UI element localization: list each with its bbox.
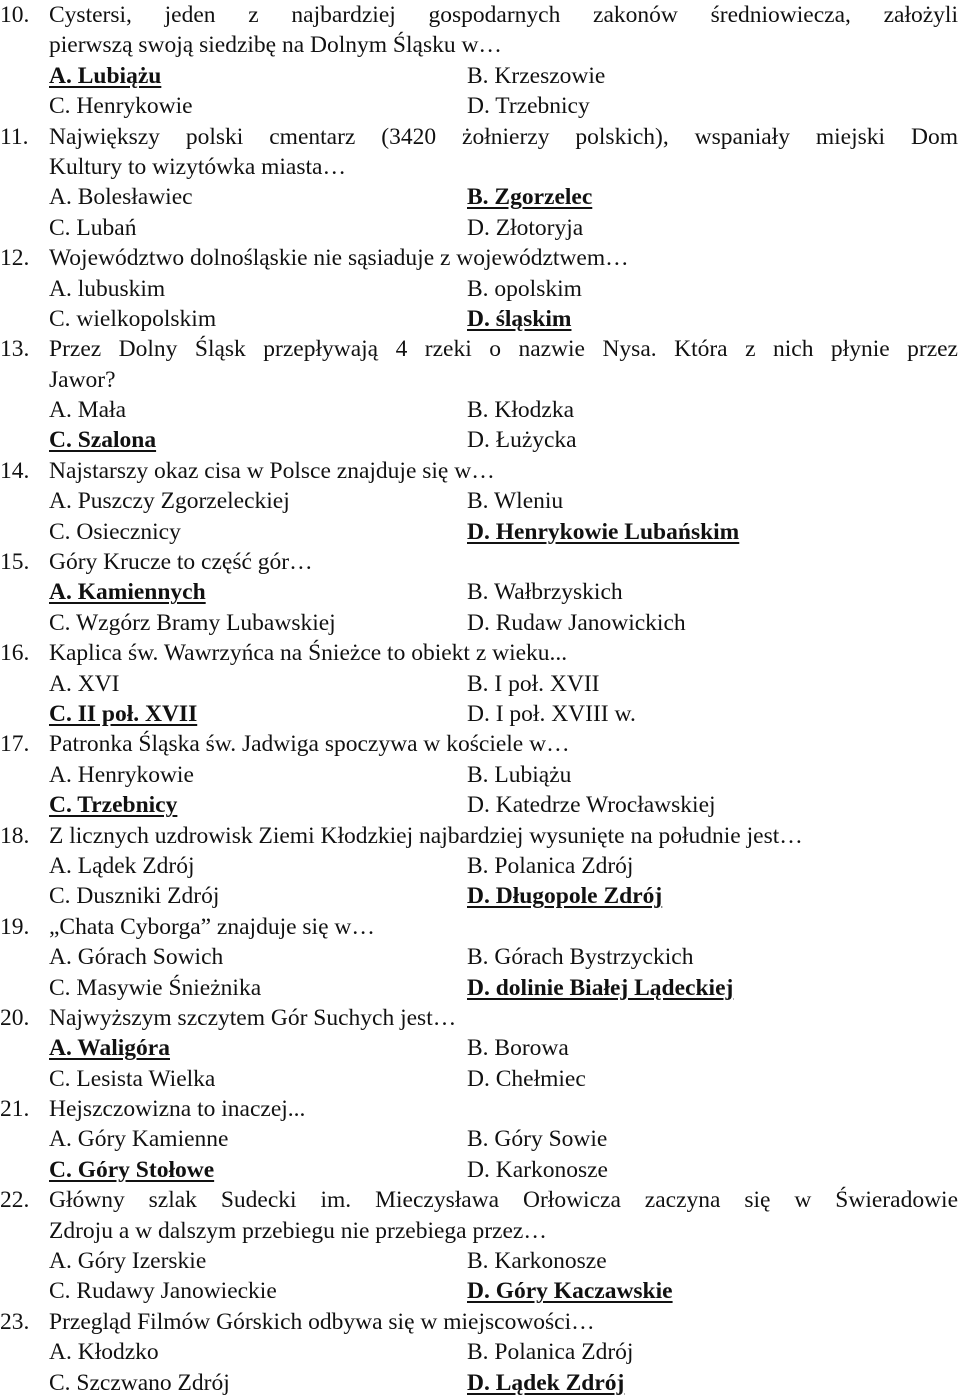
options-row (0, 699, 960, 729)
answer-option-c-correct: C. Trzebnicy (49, 792, 178, 819)
options-row (0, 182, 960, 212)
options-row (0, 1246, 960, 1276)
answer-option-d-correct: D. Henrykowie Lubańskim (467, 518, 740, 545)
answer-option-c: C. Masywie Śnieżnika (49, 974, 262, 1001)
answer-option-d: D. Złotoryja (467, 214, 584, 241)
options-row (0, 1033, 960, 1063)
answer-option-d-correct: D. śląskim (467, 305, 572, 332)
options-row (0, 61, 960, 91)
question-text: Kultury to wizytówka miasta… (49, 153, 346, 180)
question-number: 17. (0, 731, 30, 758)
options-row (0, 213, 960, 243)
question-number: 11. (0, 123, 29, 150)
answer-option-a-correct: A. Lubiążu (49, 62, 162, 89)
question-text: Najstarszy okaz cisa w Polsce znajduje się w… (49, 457, 495, 484)
question-text: Województwo dolnośląskie nie sąsiaduje z województwem… (49, 245, 629, 272)
answer-option-b: B. Polanica Zdrój (467, 852, 634, 879)
answer-option-a: A. Lądek Zdrój (49, 852, 195, 879)
question-item (0, 912, 960, 1003)
options-row (0, 425, 960, 455)
question-text: Główny szlak Sudecki im. Mieczysława Orłowicza zaczyna się w Świeradowie (49, 1187, 958, 1214)
question-line (0, 456, 960, 486)
options-row (0, 881, 960, 911)
answer-option-d-correct: D. dolinie Białej Lądeckiej (467, 974, 734, 1001)
question-number: 13. (0, 336, 30, 363)
options-row (0, 1368, 960, 1398)
options-row (0, 304, 960, 334)
question-text: Przegląd Filmów Górskich odbywa się w miejscowości… (49, 1308, 595, 1335)
question-line (0, 0, 960, 30)
answer-option-b-correct: B. Zgorzelec (467, 184, 593, 211)
options-row (0, 486, 960, 516)
question-line (0, 30, 960, 60)
question-item (0, 638, 960, 729)
question-text: Hejszczowizna to inaczej... (49, 1096, 306, 1123)
answer-option-a-correct: A. Waligóra (49, 1035, 170, 1062)
options-row (0, 760, 960, 790)
question-number: 22. (0, 1187, 30, 1214)
question-line (0, 1185, 960, 1215)
answer-option-d: D. Rudaw Janowickich (467, 609, 686, 636)
answer-option-a: A. Mała (49, 397, 127, 424)
answer-option-a: A. Góry Kamienne (49, 1126, 229, 1153)
answer-option-b: B. I poł. XVII (467, 670, 600, 697)
answer-option-c: C. Henrykowie (49, 93, 193, 120)
answer-option-a: A. Kłodzko (49, 1339, 159, 1366)
answer-option-b: B. Górach Bystrzyckich (467, 944, 694, 971)
answer-option-a: A. XVI (49, 670, 120, 697)
question-number: 10. (0, 2, 30, 28)
answer-option-d-correct: D. Lądek Zdrój (467, 1369, 625, 1396)
question-text: Cystersi, jeden z najbardziej gospodarnych zakonów średniowiecza, założyli (49, 2, 958, 28)
answer-option-c-correct: C. Szalona (49, 427, 157, 454)
question-text: Z licznych uzdrowisk Ziemi Kłodzkiej najbardziej wysunięte na południe jest… (49, 822, 803, 849)
answer-option-d: D. I poł. XVIII w. (467, 700, 636, 727)
answer-option-b: B. Wleniu (467, 488, 564, 515)
answer-option-b: B. Krzeszowie (467, 62, 606, 89)
answer-option-b: B. Kłodzka (467, 397, 575, 424)
answer-option-a: A. Górach Sowich (49, 944, 224, 971)
answer-option-c: C. Lubań (49, 214, 137, 241)
question-number: 16. (0, 640, 30, 667)
options-row (0, 91, 960, 121)
answer-option-b: B. Karkonosze (467, 1248, 607, 1275)
question-number: 19. (0, 913, 30, 940)
question-text: pierwszą swoją siedzibę na Dolnym Śląsku w… (49, 32, 502, 59)
question-line (0, 365, 960, 395)
question-item (0, 821, 960, 912)
question-text: „Chata Cyborga” znajduje się w… (49, 913, 375, 940)
options-row (0, 517, 960, 547)
options-row (0, 790, 960, 820)
options-row (0, 577, 960, 607)
options-row (0, 942, 960, 972)
answer-option-a: A. Bolesławiec (49, 184, 193, 211)
options-row (0, 608, 960, 638)
answer-option-c-correct: C. Góry Stołowe (49, 1156, 215, 1183)
question-item (0, 0, 960, 122)
answer-option-d: D. Łużycka (467, 427, 577, 454)
answer-option-a: A. Góry Izerskie (49, 1248, 207, 1275)
answer-option-a-correct: A. Kamiennych (49, 579, 206, 606)
options-row (0, 395, 960, 425)
question-line (0, 821, 960, 851)
question-number: 23. (0, 1308, 30, 1335)
question-line (0, 1094, 960, 1124)
question-text: Jawor? (49, 366, 116, 393)
question-line (0, 152, 960, 182)
question-text: Zdroju a w dalszym przebiegu nie przebiega przez… (49, 1217, 547, 1244)
answer-option-a: A. Puszczy Zgorzeleckiej (49, 488, 290, 515)
options-row (0, 1064, 960, 1094)
question-number: 20. (0, 1004, 30, 1031)
answer-option-d-correct: D. Długopole Zdrój (467, 883, 663, 910)
question-line (0, 638, 960, 668)
question-text: Patronka Śląska św. Jadwiga spoczywa w kościele w… (49, 731, 570, 758)
options-row (0, 973, 960, 1003)
question-text: Góry Krucze to część gór… (49, 549, 313, 576)
question-line (0, 547, 960, 577)
answer-option-d: D. Chełmiec (467, 1065, 586, 1092)
options-row (0, 274, 960, 304)
options-row (0, 1337, 960, 1367)
question-item (0, 243, 960, 334)
answer-option-c-correct: C. II poł. XVII (49, 700, 198, 727)
answer-option-d: D. Trzebnicy (467, 93, 590, 120)
options-row (0, 851, 960, 881)
answer-option-d: D. Karkonosze (467, 1156, 608, 1183)
question-number: 12. (0, 245, 30, 272)
question-text: Największy polski cmentarz (3420 żołnierzy polskich), wspaniały miejski Dom (49, 123, 958, 150)
answer-option-c: C. Szczwano Zdrój (49, 1369, 230, 1396)
options-row (0, 1124, 960, 1154)
question-item (0, 456, 960, 547)
answer-option-c: C. wielkopolskim (49, 305, 217, 332)
question-item (0, 1003, 960, 1094)
answer-option-c: C. Duszniki Zdrój (49, 883, 220, 910)
question-number: 14. (0, 457, 30, 484)
answer-option-b: B. Wałbrzyskich (467, 579, 623, 606)
options-row (0, 669, 960, 699)
answer-option-b: B. Borowa (467, 1035, 569, 1062)
question-item (0, 1307, 960, 1398)
answer-option-c: C. Wzgórz Bramy Lubawskiej (49, 609, 336, 636)
answer-option-b: B. Polanica Zdrój (467, 1339, 634, 1366)
question-number: 15. (0, 549, 30, 576)
question-item (0, 1185, 960, 1307)
question-line (0, 243, 960, 273)
question-line (0, 912, 960, 942)
question-item (0, 547, 960, 638)
question-item (0, 1094, 960, 1185)
question-item (0, 122, 960, 244)
question-item (0, 729, 960, 820)
answer-option-c: C. Lesista Wielka (49, 1065, 216, 1092)
answer-option-a: A. Henrykowie (49, 761, 194, 788)
answer-option-d: D. Katedrze Wrocławskiej (467, 792, 716, 819)
answer-option-b: B. Góry Sowie (467, 1126, 608, 1153)
answer-option-d-correct: D. Góry Kaczawskie (467, 1278, 673, 1305)
question-line (0, 334, 960, 364)
question-line (0, 122, 960, 152)
question-line (0, 729, 960, 759)
answer-option-c: C. Rudawy Janowieckie (49, 1278, 277, 1305)
question-text: Kaplica św. Wawrzyńca na Śnieżce to obiekt z wieku... (49, 640, 568, 667)
answer-option-b: B. Lubiążu (467, 761, 572, 788)
question-item (0, 334, 960, 456)
question-number: 18. (0, 822, 30, 849)
question-line (0, 1216, 960, 1246)
answer-option-c: C. Osiecznicy (49, 518, 181, 545)
question-number: 21. (0, 1096, 30, 1123)
answer-option-a: A. lubuskim (49, 275, 166, 302)
question-line (0, 1307, 960, 1337)
options-row (0, 1155, 960, 1185)
question-line (0, 1003, 960, 1033)
question-text: Przez Dolny Śląsk przepływają 4 rzeki o nazwie Nysa. Która z nich płynie przez (49, 336, 958, 363)
answer-option-b: B. opolskim (467, 275, 582, 302)
question-text: Najwyższym szczytem Gór Suchych jest… (49, 1004, 457, 1031)
options-row (0, 1276, 960, 1306)
